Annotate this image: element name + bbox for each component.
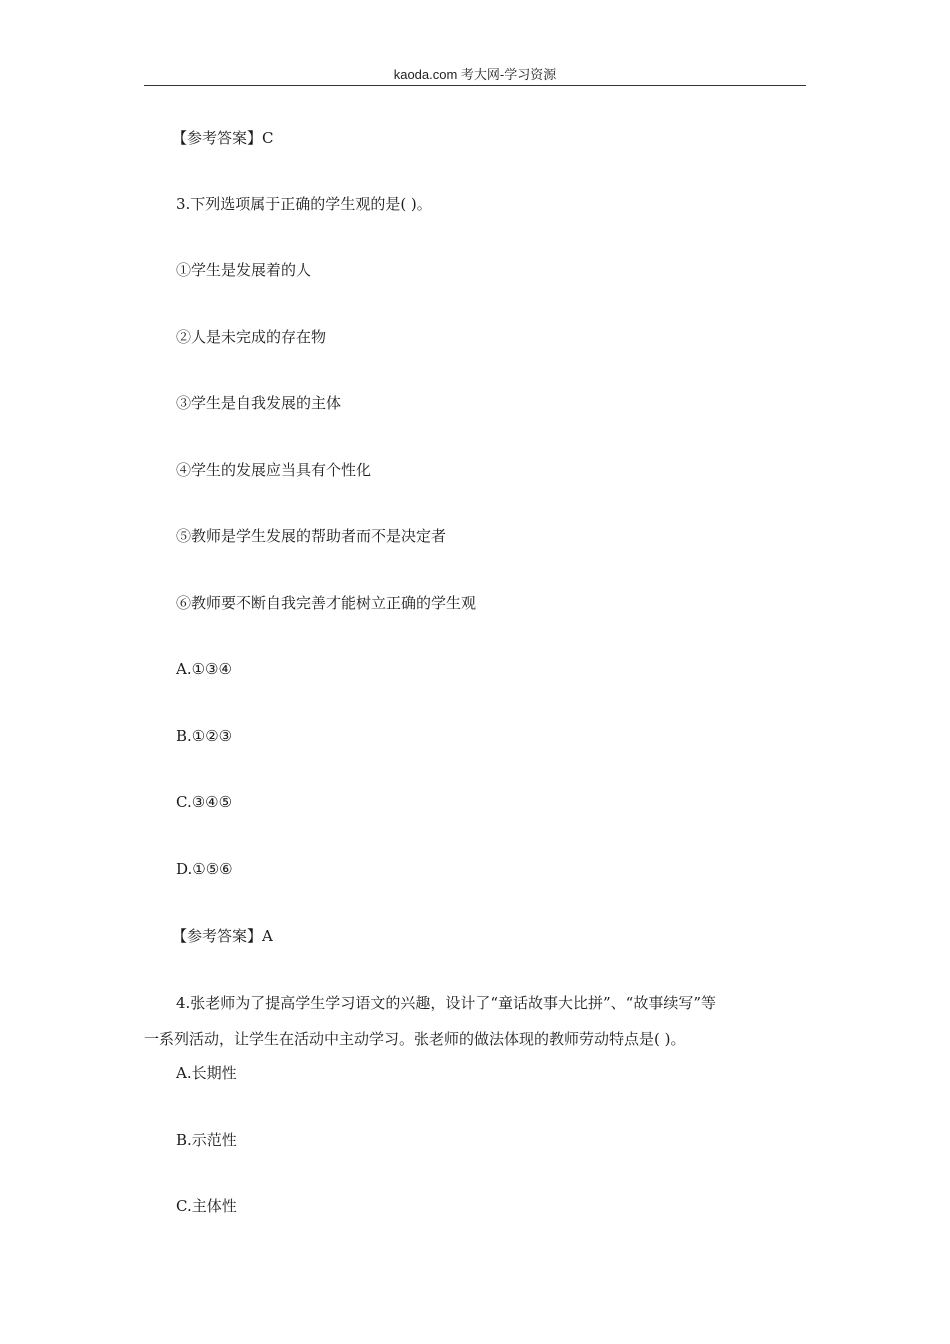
question-3: 3.下列选项属于正确的学生观的是( )。 bbox=[176, 195, 432, 213]
statement-5: ⑤教师是学生发展的帮助者而不是决定者 bbox=[176, 527, 447, 545]
q4-option-b: B.示范性 bbox=[176, 1131, 237, 1149]
statement-2: ②人是未完成的存在物 bbox=[176, 328, 327, 346]
statement-3: ③学生是自我发展的主体 bbox=[176, 394, 342, 412]
statement-4: ④学生的发展应当具有个性化 bbox=[176, 461, 372, 479]
question-4-line-2: 一系列活动，让学生在活动中主动学习。张老师的做法体现的教师劳动特点是( )。 bbox=[144, 1030, 686, 1048]
option-a: A.①③④ bbox=[176, 660, 232, 678]
header-divider bbox=[144, 85, 806, 86]
answer-q3: 【参考答案】A bbox=[172, 927, 273, 945]
statement-6: ⑥教师要不断自我完善才能树立正确的学生观 bbox=[176, 594, 477, 612]
question-4-line-1: 4.张老师为了提高学生学习语文的兴趣，设计了“童话故事大比拼”、“故事续写”等 bbox=[176, 994, 716, 1012]
option-c: C.③④⑤ bbox=[176, 793, 233, 811]
statement-1: ①学生是发展着的人 bbox=[176, 261, 312, 279]
q4-option-c: C.主体性 bbox=[176, 1197, 237, 1215]
option-b: B.①②③ bbox=[176, 727, 233, 745]
q4-option-a: A.长期性 bbox=[176, 1064, 237, 1082]
option-d: D.①⑤⑥ bbox=[176, 860, 233, 878]
page-header: kaoda.com 考大网-学习资源 bbox=[393, 67, 557, 82]
answer-prev: 【参考答案】C bbox=[172, 129, 274, 147]
